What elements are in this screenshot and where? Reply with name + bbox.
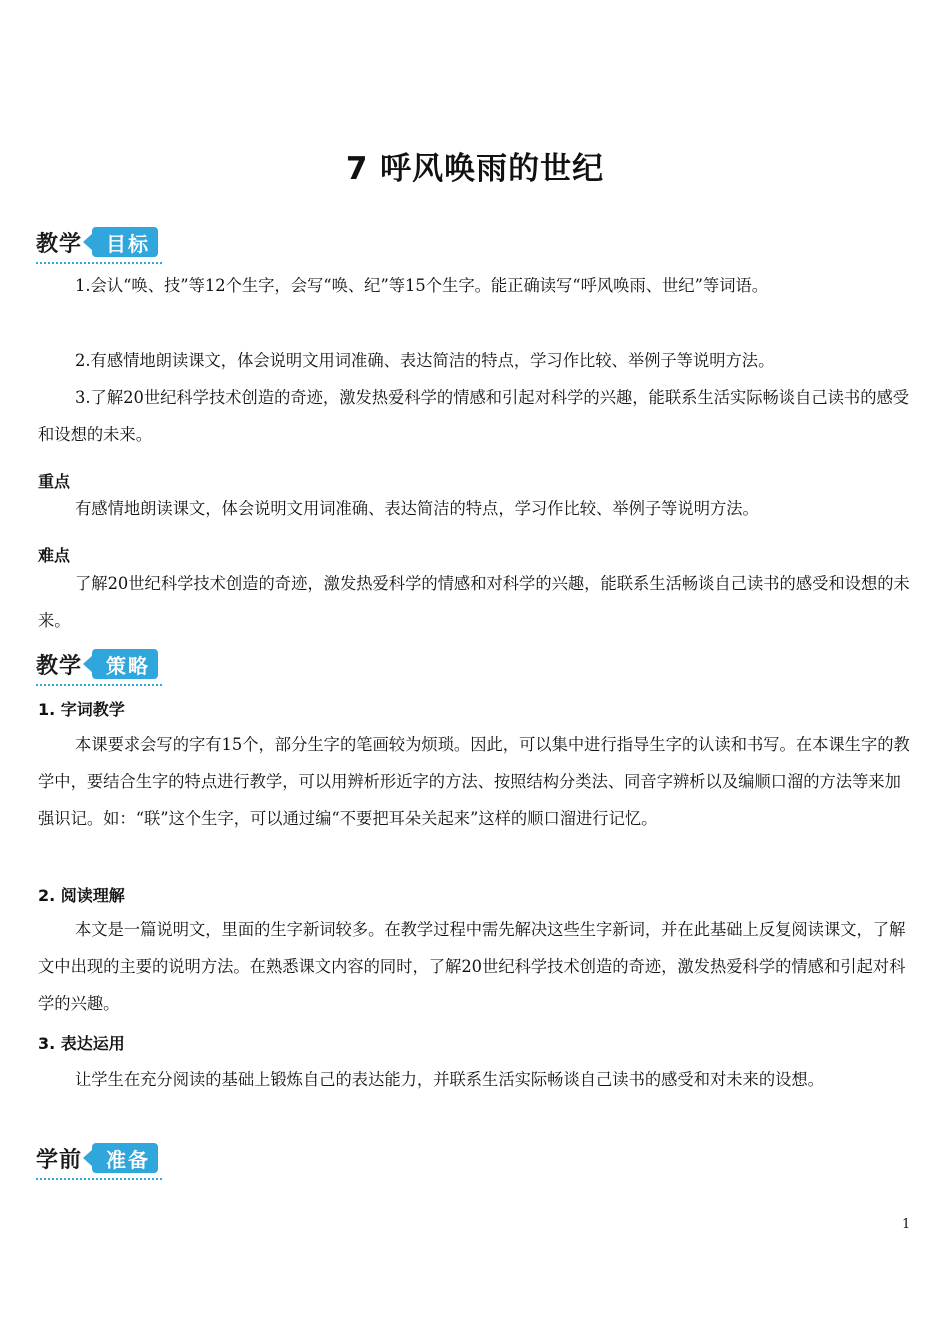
key-point-text: 有感情地朗读课文，体会说明文用词准确、表达简洁的特点，学习作比较、举例子等说明方法。 [75, 499, 759, 518]
badge-left-text: 教学 [36, 231, 83, 257]
badge-right-text: 策略 [92, 649, 158, 679]
badge-underline [36, 684, 162, 686]
section-badge-strategy [36, 646, 158, 682]
objective-item-2: 2.有感情地朗读课文，体会说明文用词准确、表达简洁的特点，学习作比较、举例子等说明方法。 [75, 351, 775, 370]
badge-underline [36, 1178, 162, 1180]
badge-right-text: 目标 [92, 227, 158, 257]
difficulty-heading: 难点 [38, 546, 71, 565]
strategy-heading-3: 3. 表达运用 [38, 1034, 125, 1053]
strategy-heading-1: 1. 字词教学 [38, 700, 125, 719]
badge-underline [36, 262, 162, 264]
difficulty-text: 了解20世纪科学技术创造的奇迹，激发热爱科学的情感和对科学的兴趣，能联系生活畅谈自己读书的感受和设想的未来。 [38, 574, 910, 630]
key-point-heading: 重点 [38, 472, 71, 491]
lesson-title: 7 呼风唤雨的世纪 [345, 151, 605, 187]
section-badge-objectives [36, 224, 158, 260]
badge-left-text: 教学 [36, 653, 83, 679]
badge-left-text: 学前 [36, 1147, 83, 1173]
section-badge-preparation [36, 1140, 158, 1176]
strategy-text-3: 让学生在充分阅读的基础上锻炼自己的表达能力，并联系生活实际畅谈自己读书的感受和对未来的设想。 [75, 1070, 824, 1089]
badge-right-text: 准备 [92, 1143, 158, 1173]
strategy-heading-2: 2. 阅读理解 [38, 886, 125, 905]
objective-item-1: 1.会认“唤、技”等12个生字，会写“唤、纪”等15个生字。能正确读写“呼风唤雨、世纪”等词语。 [75, 276, 769, 295]
objective-item-3: 3.了解20世纪科学技术创造的奇迹，激发热爱科学的情感和引起对科学的兴趣，能联系生活实际畅谈自己读书的感受和设想的未来。 [38, 388, 910, 444]
page-number: 1 [902, 1217, 911, 1232]
strategy-text-1: 本课要求会写的字有15个，部分生字的笔画较为烦琐。因此，可以集中进行指导生字的认读和书写。在本课生字的教学中，要结合生字的特点进行教学，可以用辨析形近字的方法、按照结构分类法、同音字辨析以及编顺口溜的方法等来加强识记。如：“联”这个生字，可以通过编“不要把耳朵关起来”这样的顺口溜进行记忆。 [38, 735, 910, 828]
strategy-text-2: 本文是一篇说明文，里面的生字新词较多。在教学过程中需先解决这些生字新词，并在此基础上反复阅读课文，了解文中出现的主要的说明方法。在熟悉课文内容的同时，了解20世纪科学技术创造的奇迹，激发热爱科学的情感和引起对科学的兴趣。 [38, 920, 906, 1013]
